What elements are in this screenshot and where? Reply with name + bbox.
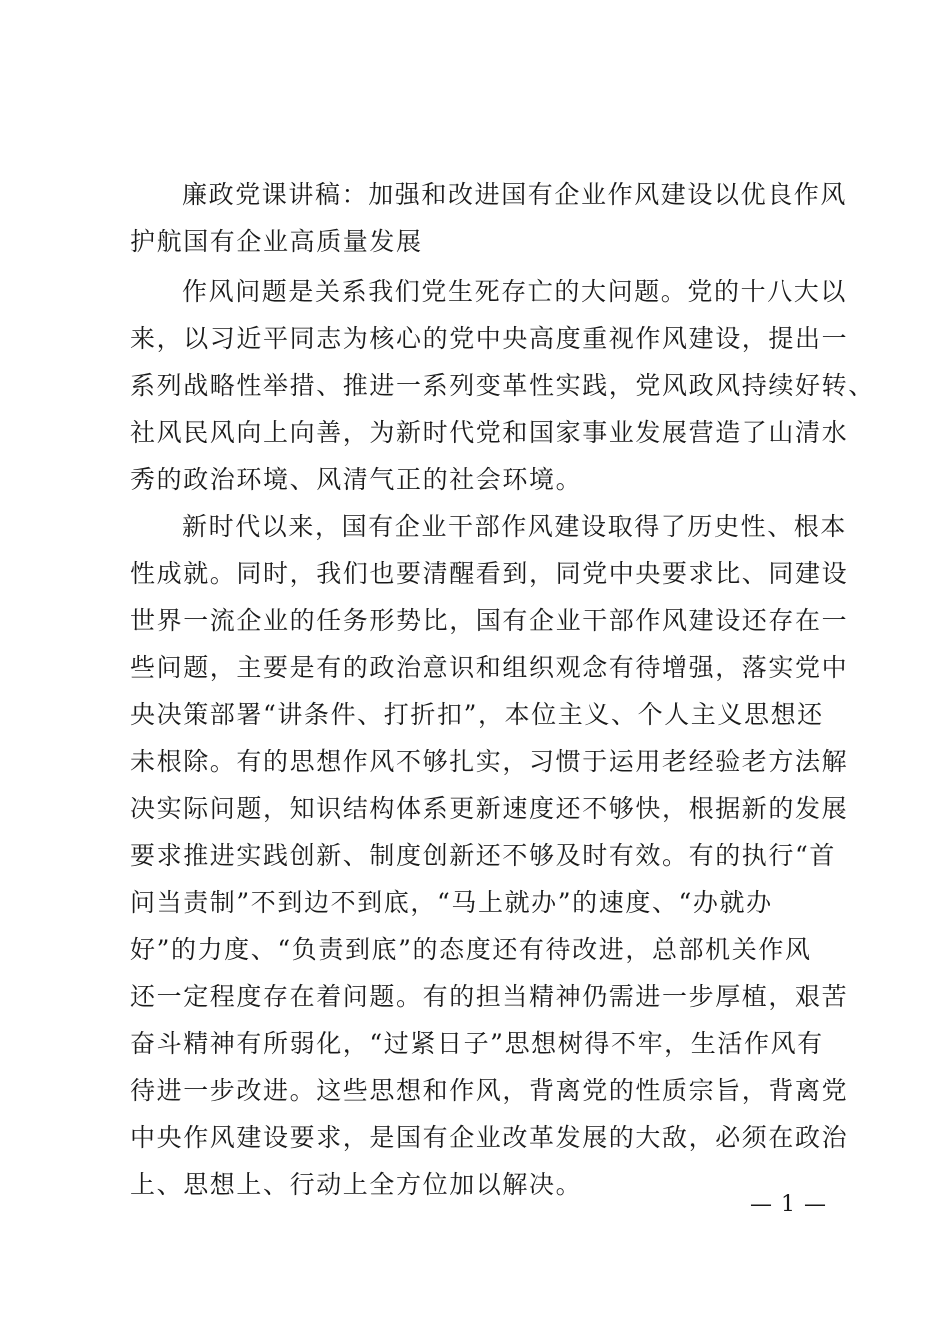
- paragraph-line: 秀的政治环境、风清气正的社会环境。: [130, 465, 583, 494]
- paragraph-line: 央决策部署“讲条件、打折扣”，本位主义、个人主义思想还: [130, 700, 824, 729]
- paragraph-line: 社风民风向上向善，为新时代党和国家事业发展营造了山清水: [130, 418, 849, 447]
- paragraph-line: 来，以习近平同志为核心的党中央高度重视作风建设，提出一: [130, 324, 849, 353]
- paragraph-line: 世界一流企业的任务形势比，国有企业干部作风建设还存在一: [130, 606, 849, 635]
- paragraph-line: 要求推进实践创新、制度创新还不够及时有效。有的执行“首: [130, 841, 836, 870]
- paragraph-line: 新时代以来，国有企业干部作风建设取得了历史性、根本: [182, 512, 848, 541]
- paragraph-line: 好”的力度、“负责到底”的态度还有待改进，总部机关作风: [130, 935, 812, 964]
- paragraph-line: 作风问题是关系我们党生死存亡的大问题。党的十八大以: [182, 277, 848, 306]
- paragraph-1: [130, 273, 875, 508]
- paragraph-line: 待进一步改进。这些思想和作风，背离党的性质宗旨，背离党: [130, 1076, 849, 1105]
- page-number: — 1 —: [750, 1192, 827, 1217]
- paragraph-line: 性成就。同时，我们也要清醒看到，同党中央要求比、同建设: [130, 559, 849, 588]
- paragraph-line: 未根除。有的思想作风不够扎实，习惯于运用老经验老方法解: [130, 747, 849, 776]
- paragraph-line: 还一定程度存在着问题。有的担当精神仍需进一步厚植，艰苦: [130, 982, 849, 1011]
- paragraph-2: [130, 508, 849, 1213]
- paragraph-line: 决实际问题，知识结构体系更新速度还不够快，根据新的发展: [130, 794, 849, 823]
- paragraph-line: 系列战略性举措、推进一系列变革性实践，党风政风持续好转、: [130, 371, 875, 400]
- document-title-line-1: 廉政党课讲稿：加强和改进国有企业作风建设以优良作风: [182, 180, 848, 209]
- document-body: [130, 176, 875, 1213]
- paragraph-line: 问当责制”不到边不到底，“马上就办”的速度、“办就办: [130, 888, 773, 917]
- paragraph-line: 上、思想上、行动上全方位加以解决。: [130, 1170, 583, 1199]
- document-title-line-2: 护航国有企业高质量发展: [130, 227, 423, 256]
- paragraph-line: 奋斗精神有所弱化，“过紧日子”思想树得不牢，生活作风有: [130, 1029, 824, 1058]
- paragraph-line: 中央作风建设要求，是国有企业改革发展的大敌，必须在政治: [130, 1123, 849, 1152]
- paragraph-line: 些问题，主要是有的政治意识和组织观念有待增强，落实党中: [130, 653, 849, 682]
